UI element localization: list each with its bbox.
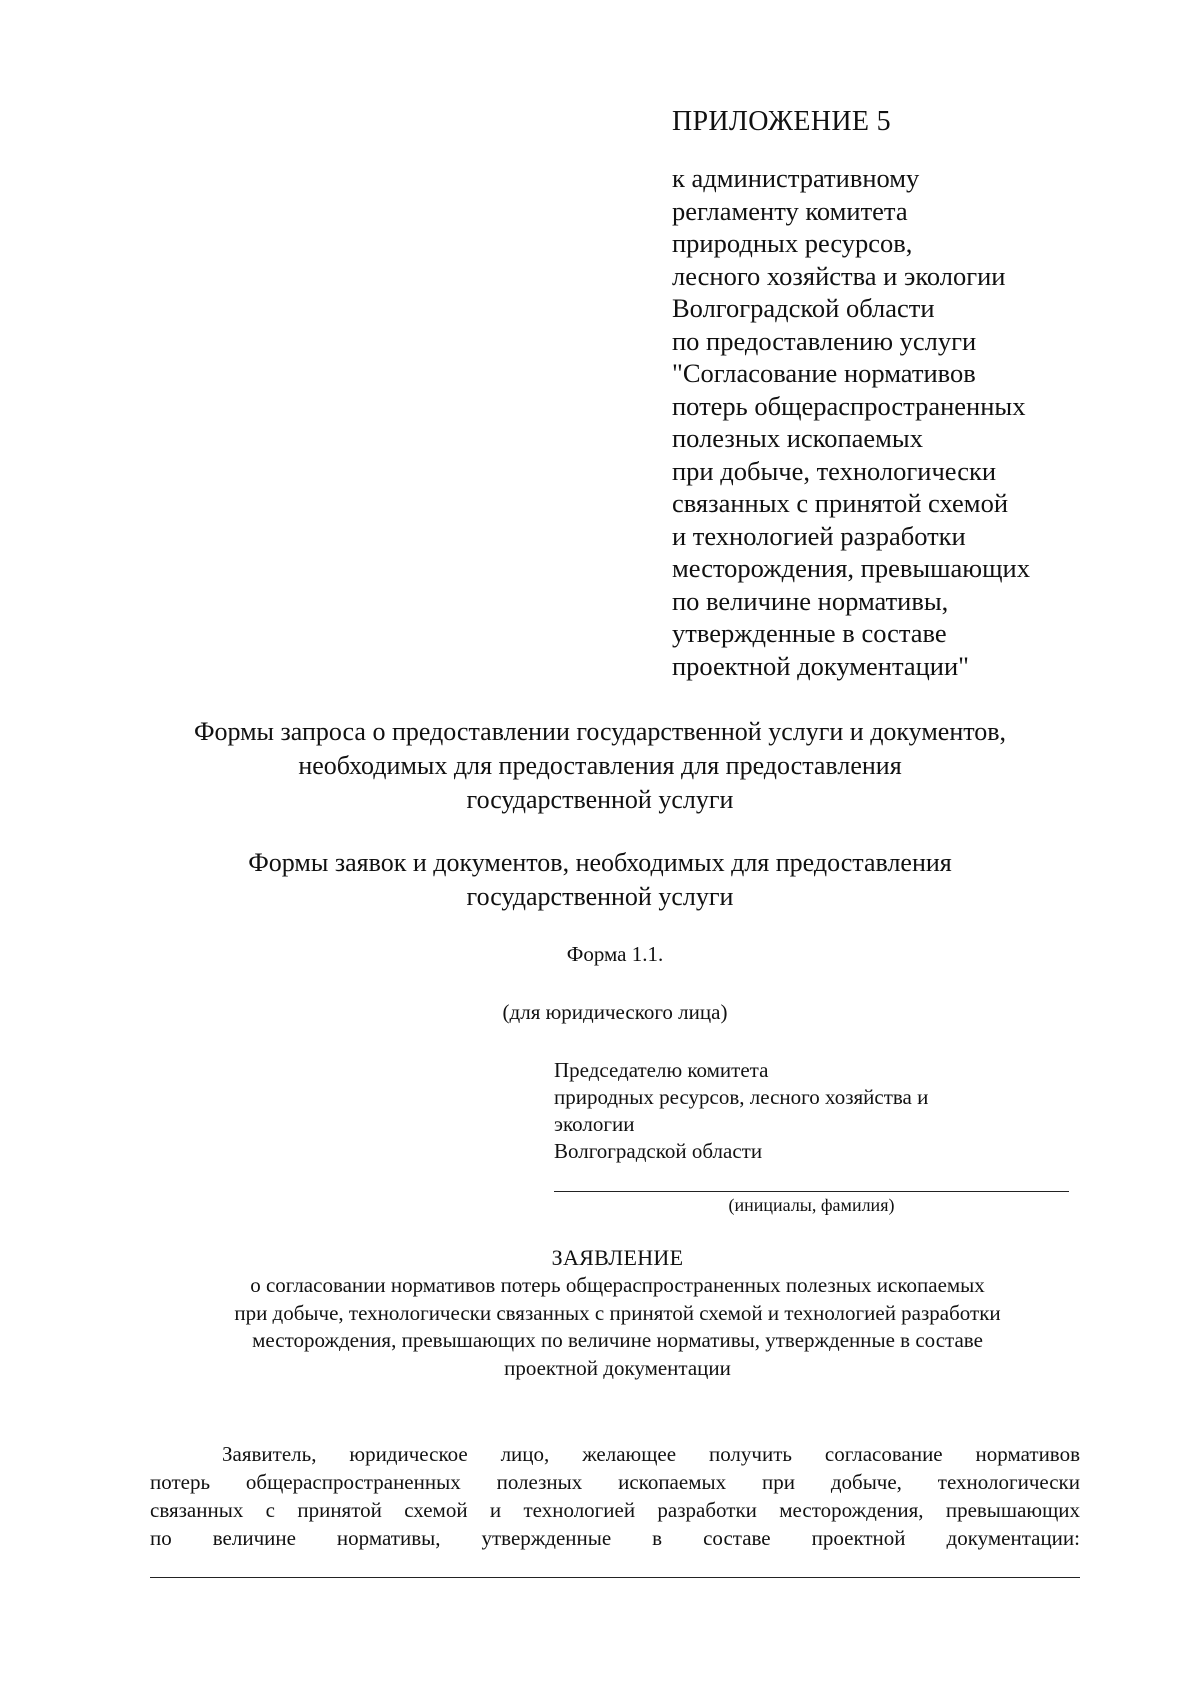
- appendix-line: потерь общераспространенных: [672, 390, 1026, 421]
- heading-line: необходимых для предоставления для предоставления: [298, 751, 902, 780]
- statement-line: при добыче, технологически связанных с принятой схемой и технологией разработки: [234, 1300, 1001, 1325]
- appendix-line: лесного хозяйства и экологии: [672, 260, 1006, 291]
- appendix-line: связанных с принятой схемой: [672, 488, 1009, 518]
- appendix-line: регламенту комитета: [672, 195, 908, 226]
- addressee-line: Председателю комитета: [554, 1058, 769, 1082]
- appendix-line: природных ресурсов,: [672, 228, 913, 258]
- appendix-line: Волгоградской области: [672, 293, 935, 323]
- appendix-line: полезных ископаемых: [672, 423, 923, 453]
- appendix-line: и технологией разработки: [672, 520, 966, 551]
- appendix-line: "Согласование нормативов: [672, 358, 976, 388]
- appendix-line: при добыче, технологически: [672, 455, 997, 486]
- forms-request-heading: [100, 715, 1100, 817]
- paragraph-line: Заявитель, юридическое лицо, желающее получить согласование нормативов: [222, 1442, 1080, 1466]
- addressee-block: [554, 1057, 928, 1165]
- statement-title: ЗАЯВЛЕНИЕ: [551, 1245, 684, 1270]
- form-number: Форма 1.1.: [566, 942, 664, 966]
- paragraph-line: потерь общераспространенных полезных ископаемых при добыче, технологически: [150, 1470, 1080, 1494]
- heading-line: Формы заявок и документов, необходимых для предоставления: [248, 848, 952, 877]
- fill-in-line: [150, 1577, 1080, 1578]
- signature-caption: (инициалы, фамилия): [728, 1195, 895, 1215]
- appendix-title: ПРИЛОЖЕНИЕ 5: [672, 106, 891, 137]
- heading-line: Формы запроса о предоставлении государственной услуги и документов,: [193, 717, 1007, 746]
- paragraph-line: связанных с принятой схемой и технологией разработки месторождения, превышающих: [150, 1498, 1080, 1522]
- appendix-line: проектной документации": [672, 650, 969, 681]
- signature-line: [554, 1191, 1069, 1192]
- appendix-line: утвержденные в составе: [672, 618, 947, 648]
- forms-applications-heading: [100, 846, 1100, 914]
- appendix-line: по предоставлению услуги: [672, 325, 977, 356]
- appendix-line: по величине нормативы,: [672, 585, 949, 616]
- statement-subject: [150, 1272, 1085, 1382]
- addressee-line: Волгоградской области: [554, 1139, 763, 1163]
- paragraph-line: по величине нормативы, утвержденные в составе проектной документации:: [150, 1526, 1080, 1550]
- statement-line: о согласовании нормативов потерь общераспространенных полезных ископаемых: [250, 1273, 985, 1297]
- addressee-line: экологии: [554, 1112, 635, 1136]
- heading-line: государственной услуги: [466, 882, 734, 911]
- appendix-reference: [672, 162, 1092, 682]
- heading-line: государственной услуги: [466, 785, 734, 814]
- form-subtitle: (для юридического лица): [502, 1000, 728, 1024]
- appendix-line: к административному: [672, 163, 920, 193]
- statement-line: месторождения, превышающих по величине нормативы, утвержденные в составе: [252, 1328, 983, 1352]
- applicant-paragraph: [150, 1440, 1080, 1552]
- appendix-line: месторождения, превышающих: [672, 553, 1030, 583]
- addressee-line: природных ресурсов, лесного хозяйства и: [554, 1085, 929, 1109]
- statement-line: проектной документации: [504, 1355, 731, 1380]
